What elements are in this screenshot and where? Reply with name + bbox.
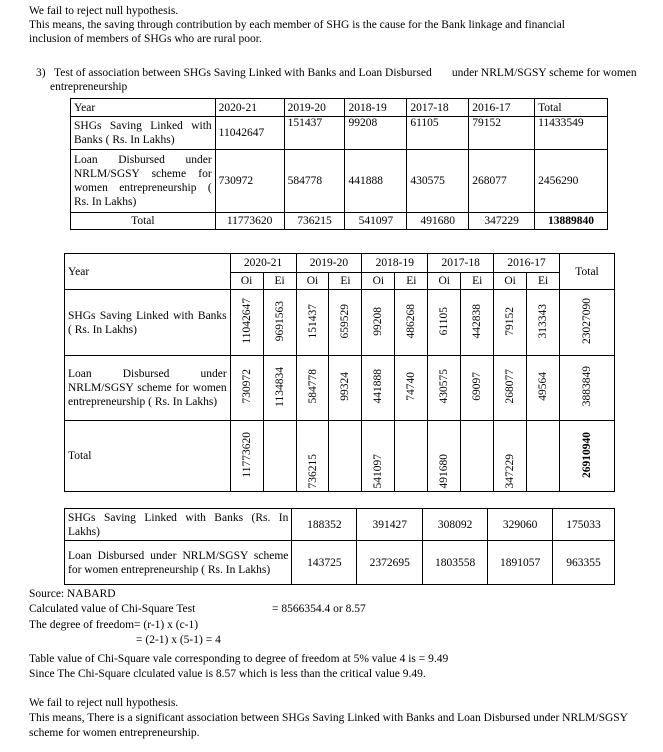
ei-header: Ei [461, 273, 494, 290]
cell: 730972 [240, 369, 253, 404]
ei-header: Ei [329, 273, 362, 290]
chi-row-loan [65, 541, 615, 585]
oi-header: Oi [428, 273, 461, 290]
cell: 347229 [504, 453, 517, 488]
cell: 736215 [284, 213, 345, 230]
conclusion-line-1: We fail to reject null hypothesis. [29, 697, 179, 709]
header-2017-18: 2017-18 [407, 99, 469, 117]
cell: 11042647 [240, 298, 253, 344]
expected-header-year: Year [65, 254, 231, 290]
cell: 2456290 [535, 150, 608, 213]
cell: 1891057 [488, 541, 553, 585]
expected-label-loan: Loan Disbursed under NRLM/SGSY scheme for women entrepreneurship ( Rs. In Lakhs) [65, 356, 231, 421]
cell: 188352 [292, 509, 357, 541]
cell: 491680 [407, 213, 469, 230]
expected-label-savings: SHGs Saving Linked with Banks ( Rs. In Lakhs) [65, 290, 231, 356]
dof-line-1: The degree of freedom= (r-1) x (c-1) [29, 619, 199, 631]
section-heading [36, 66, 637, 80]
cell: 11773620 [215, 213, 284, 230]
cell: 79152 [504, 306, 517, 336]
observed-table [70, 98, 608, 230]
cell: 441888 [372, 369, 385, 404]
header-total: Total [535, 99, 608, 117]
expected-table [64, 253, 615, 492]
section-title-cont: entrepreneurship [50, 81, 128, 93]
cell: 143725 [292, 541, 357, 585]
cell: 430575 [438, 369, 451, 404]
section-title-tail: under NRLM/SGSY scheme for women [451, 67, 637, 79]
cell: 347229 [469, 213, 535, 230]
cell: 491680 [438, 453, 451, 488]
cell: 74740 [405, 372, 418, 401]
chi-row-savings [65, 509, 615, 541]
observed-header-row [71, 99, 608, 117]
observed-row-loan [71, 150, 608, 213]
expected-header-2016-17: 2016-17 [494, 254, 560, 273]
calc-label: Calculated value of Chi-Square Test [29, 603, 196, 615]
expected-row-loan [65, 356, 615, 421]
observed-row-total [71, 213, 608, 230]
cell: 1134834 [273, 366, 286, 407]
cell: 61105 [438, 306, 451, 336]
source-note: Source: NABARD [29, 588, 116, 600]
cell: 79152 [469, 117, 535, 150]
cell: 659529 [339, 303, 352, 339]
cell: 308092 [423, 509, 488, 541]
cell: 3883849 [581, 366, 594, 407]
row-label-savings: SHGs Saving Linked with Banks ( Rs. In Lakhs) [71, 117, 216, 150]
cell: 1803558 [423, 541, 488, 585]
cell: 268077 [504, 369, 517, 404]
chi-label-savings: SHGs Saving Linked with Banks (Rs. In Lakhs) [65, 509, 292, 541]
since-line: Since The Chi-Square clculated value is 8.57 which is less than the critical value 9.49. [29, 668, 426, 680]
cell: 99208 [372, 306, 385, 336]
intro-line-1: We fail to reject null hypothesis. [29, 5, 179, 17]
cell: 486268 [405, 303, 418, 339]
oi-header: Oi [494, 273, 527, 290]
section-title: Test of association between SHGs Saving Linked with Banks and Loan Disbursed [54, 67, 432, 79]
dof-line-2: = (2-1) x (5-1) = 4 [136, 634, 221, 646]
cell: 9691563 [273, 300, 286, 342]
header-2018-19: 2018-19 [345, 99, 407, 117]
cell: 584778 [284, 150, 345, 213]
cell: 11042647 [215, 117, 284, 150]
header-year: Year [71, 99, 216, 117]
cell: 584778 [306, 369, 319, 404]
cell-grand-total: 13889840 [535, 213, 608, 230]
oi-header: Oi [362, 273, 395, 290]
cell: 963355 [553, 541, 615, 585]
cell: 175033 [553, 509, 615, 541]
cell: 391427 [357, 509, 423, 541]
cell-grand-total: 26910940 [581, 431, 594, 478]
cell: 69097 [471, 372, 484, 401]
observed-row-savings [71, 117, 608, 150]
cell: 2372695 [357, 541, 423, 585]
header-2019-20: 2019-20 [284, 99, 345, 117]
conclusion-line-2: This means, There is a significant association between SHGs Saving Linked with Banks and Loan Disbursed under NRLM/SGSY [29, 712, 628, 724]
cell: 442838 [471, 303, 484, 339]
expected-header-total: Total [560, 254, 615, 290]
expected-header-2018-19: 2018-19 [362, 254, 428, 273]
cell: 541097 [345, 213, 407, 230]
chi-square-table [64, 508, 615, 585]
cell: 151437 [284, 117, 345, 150]
cell: 11433549 [535, 117, 608, 150]
chi-label-loan: Loan Disbursed under NRLM/SGSY scheme for women entrepreneurship ( Rs. In Lakhs) [65, 541, 292, 585]
cell: 151437 [306, 303, 319, 339]
cell: 541097 [372, 453, 385, 488]
cell: 99324 [339, 372, 352, 401]
calc-value: = 8566354.4 or 8.57 [272, 603, 366, 615]
oi-header: Oi [296, 273, 329, 290]
cell: 11773620 [240, 431, 253, 478]
expected-year-row [65, 254, 615, 273]
cell: 730972 [215, 150, 284, 213]
expected-header-2019-20: 2019-20 [296, 254, 362, 273]
header-2016-17: 2016-17 [469, 99, 535, 117]
expected-header-2017-18: 2017-18 [428, 254, 494, 273]
conclusion-line-3: scheme for women entrepreneurship. [29, 727, 200, 739]
cell: 23027090 [581, 298, 594, 344]
row-label-total: Total [71, 213, 216, 230]
oi-header: Oi [230, 273, 263, 290]
cell: 736215 [306, 453, 319, 488]
expected-label-total: Total [65, 421, 231, 492]
cell: 441888 [345, 150, 407, 213]
cell: 99208 [345, 117, 407, 150]
cell: 61105 [407, 117, 469, 150]
cell: 430575 [407, 150, 469, 213]
expected-header-2020-21: 2020-21 [230, 254, 296, 273]
cell: 329060 [488, 509, 553, 541]
header-2020-21: 2020-21 [215, 99, 284, 117]
ei-header: Ei [395, 273, 428, 290]
section-number: 3) [36, 67, 46, 79]
cell: 268077 [469, 150, 535, 213]
intro-line-2: This means, the saving through contribution by each member of SHG is the cause for the Bank linkage and financial [29, 19, 565, 31]
intro-line-3: inclusion of members of SHGs who are rural poor. [29, 33, 262, 45]
expected-row-total [65, 421, 615, 492]
expected-row-savings [65, 290, 615, 356]
ei-header: Ei [263, 273, 296, 290]
cell: 313343 [537, 303, 550, 339]
ei-header: Ei [527, 273, 560, 290]
row-label-loan: Loan Disbursed under NRLM/SGSY scheme for women entrepreneurship ( Rs. In Lakhs) [71, 150, 216, 213]
table-value-line: Table value of Chi-Square vale corresponding to degree of freedom at 5% value 4 is = 9.49 [29, 653, 449, 665]
cell: 49564 [537, 372, 550, 401]
